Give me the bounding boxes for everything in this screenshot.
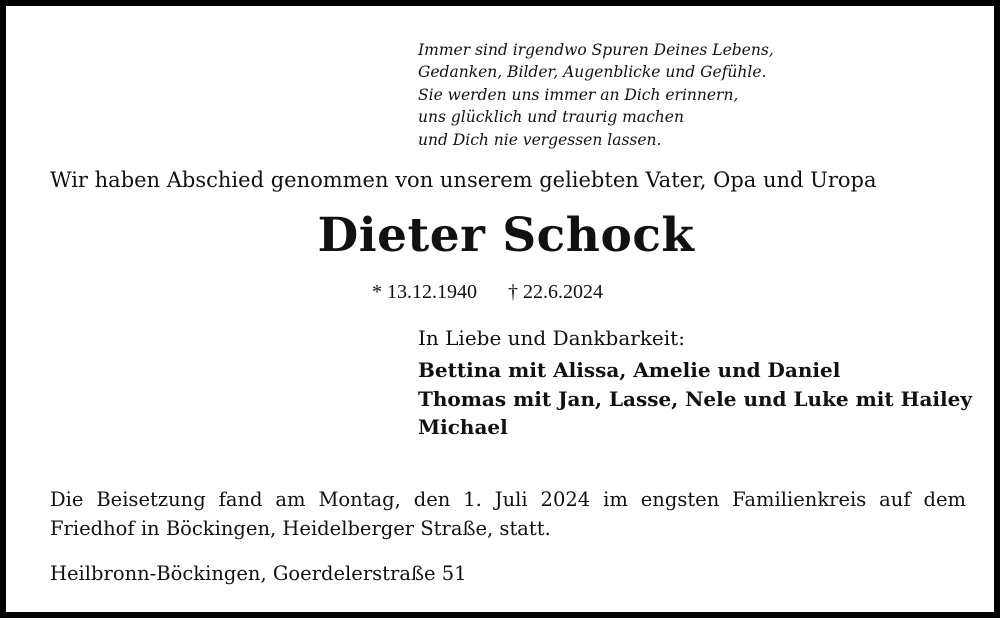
family-list (418, 356, 972, 442)
deceased-name: Dieter Schock (317, 208, 695, 263)
life-dates (372, 278, 603, 306)
family-line: Bettina mit Alissa, Amelie und Daniel (418, 358, 841, 382)
poem-line: und Dich nie vergessen lassen. (418, 130, 662, 149)
birth-date: * 13.12.1940 (372, 281, 477, 303)
poem-line: Immer sind irgendwo Spuren Deines Lebens, (418, 41, 774, 59)
thanks-heading: In Liebe und Dankbarkeit: (418, 326, 685, 350)
poem (418, 39, 774, 151)
address: Heilbronn-Böckingen, Goerdelerstraße 51 (50, 562, 467, 585)
poem-line: Sie werden uns immer an Dich erinnern, (418, 85, 739, 104)
family-line: Thomas mit Jan, Lasse, Nele und Luke mit Hailey (418, 386, 972, 411)
poem-line: uns glücklich und traurig machen (418, 108, 684, 127)
funeral-notice: Die Beisetzung fand am Montag, den 1. Juli 2024 im engsten Familienkreis auf dem Friedhof in Böckingen, Heidelberger Straße, statt. (50, 488, 966, 540)
family-line: Michael (418, 415, 508, 439)
poem-line: Gedanken, Bilder, Augenblicke und Gefühle. (418, 63, 767, 82)
death-date: † 22.6.2024 (508, 281, 603, 303)
intro-text: Wir haben Abschied genommen von unserem geliebten Vater, Opa und Uropa (50, 168, 877, 192)
